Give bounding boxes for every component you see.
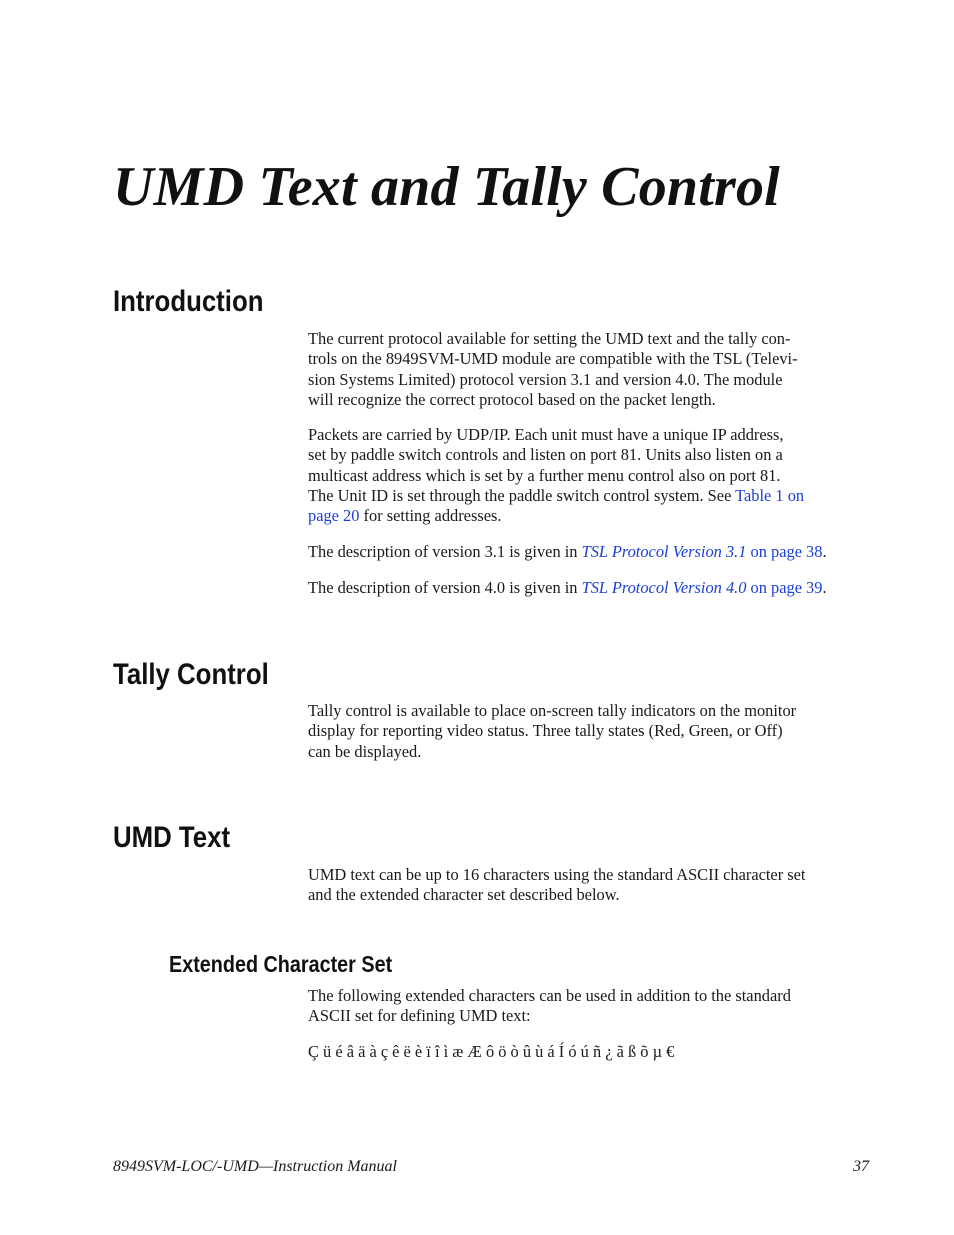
tally-control-paragraph: [308, 701, 874, 762]
extended-characters-list: [308, 1042, 874, 1062]
text-line: trols on the 8949SVM-UMD module are compatible with the TSL (Televi-: [308, 349, 798, 369]
text-line: display for reporting video status. Three tally states (Red, Green, or Off): [308, 721, 783, 741]
text-line: set by paddle switch controls and listen on port 81. Units also listen on a: [308, 445, 783, 465]
subsection-heading-extended-character-set: Extended Character Set: [169, 951, 393, 977]
introduction-paragraph-3: [308, 542, 874, 562]
tsl-v40-link[interactable]: TSL Protocol Version 4.0: [581, 578, 747, 597]
page-20-link[interactable]: page 20: [308, 506, 360, 526]
tsl-v31-link[interactable]: TSL Protocol Version 3.1: [581, 542, 747, 561]
text-line: Tally control is available to place on-screen tally indicators on the monitor: [308, 701, 797, 720]
text-fragment: .: [822, 578, 827, 597]
text-line: Packets are carried by UDP/IP. Each unit must have a unique IP address,: [308, 425, 784, 444]
section-heading-umd-text: UMD Text: [113, 821, 231, 854]
footer-manual-title: 8949SVM-LOC/-UMD—Instruction Manual: [113, 1158, 397, 1175]
section-heading-introduction: Introduction: [113, 285, 264, 318]
page-38-link[interactable]: on page 38: [746, 542, 823, 561]
text-line: will recognize the correct protocol based on the packet length.: [308, 389, 716, 409]
text-line: [308, 578, 874, 598]
table-1-link[interactable]: Table 1 on: [735, 485, 805, 505]
introduction-paragraph-2: [308, 425, 874, 526]
text-line: and the extended character set described below.: [308, 885, 620, 905]
footer-page-number: 37: [853, 1158, 869, 1175]
text-line: [308, 486, 874, 506]
text-line: [308, 506, 874, 526]
text-fragment: The description of version 3.1 is given in: [308, 542, 582, 561]
umd-text-paragraph: [308, 865, 874, 906]
chapter-title: UMD Text and Tally Control: [113, 156, 780, 218]
text-line: The following extended characters can be used in addition to the standard: [308, 986, 791, 1005]
text-line: [308, 542, 874, 562]
text-line: sion Systems Limited) protocol version 3.1 and version 4.0. The module: [308, 369, 783, 389]
extended-character-set-paragraph: [308, 986, 874, 1027]
text-fragment: The description of version 4.0 is given in: [308, 578, 582, 597]
text-fragment: .: [822, 542, 827, 561]
characters-line: Ç ü é â ä à ç ê ë è ï î ì æ Æ ô ö ò û ù á Í ó ú ñ ¿ ã ß õ µ €: [308, 1042, 675, 1061]
introduction-paragraph-4: [308, 578, 874, 598]
text-fragment: for setting addresses.: [359, 506, 502, 526]
section-heading-tally-control: Tally Control: [113, 658, 269, 691]
page-39-link[interactable]: on page 39: [746, 578, 823, 597]
text-line: UMD text can be up to 16 characters using the standard ASCII character set: [308, 865, 806, 884]
text-line: ASCII set for defining UMD text:: [308, 1006, 531, 1026]
text-fragment: The Unit ID is set through the paddle switch control system. See: [308, 485, 736, 505]
text-line: can be displayed.: [308, 741, 422, 761]
introduction-paragraph-1: [308, 329, 874, 410]
text-line: The current protocol available for setting the UMD text and the tally con-: [308, 329, 791, 348]
text-line: multicast address which is set by a further menu control also on port 81.: [308, 465, 781, 485]
